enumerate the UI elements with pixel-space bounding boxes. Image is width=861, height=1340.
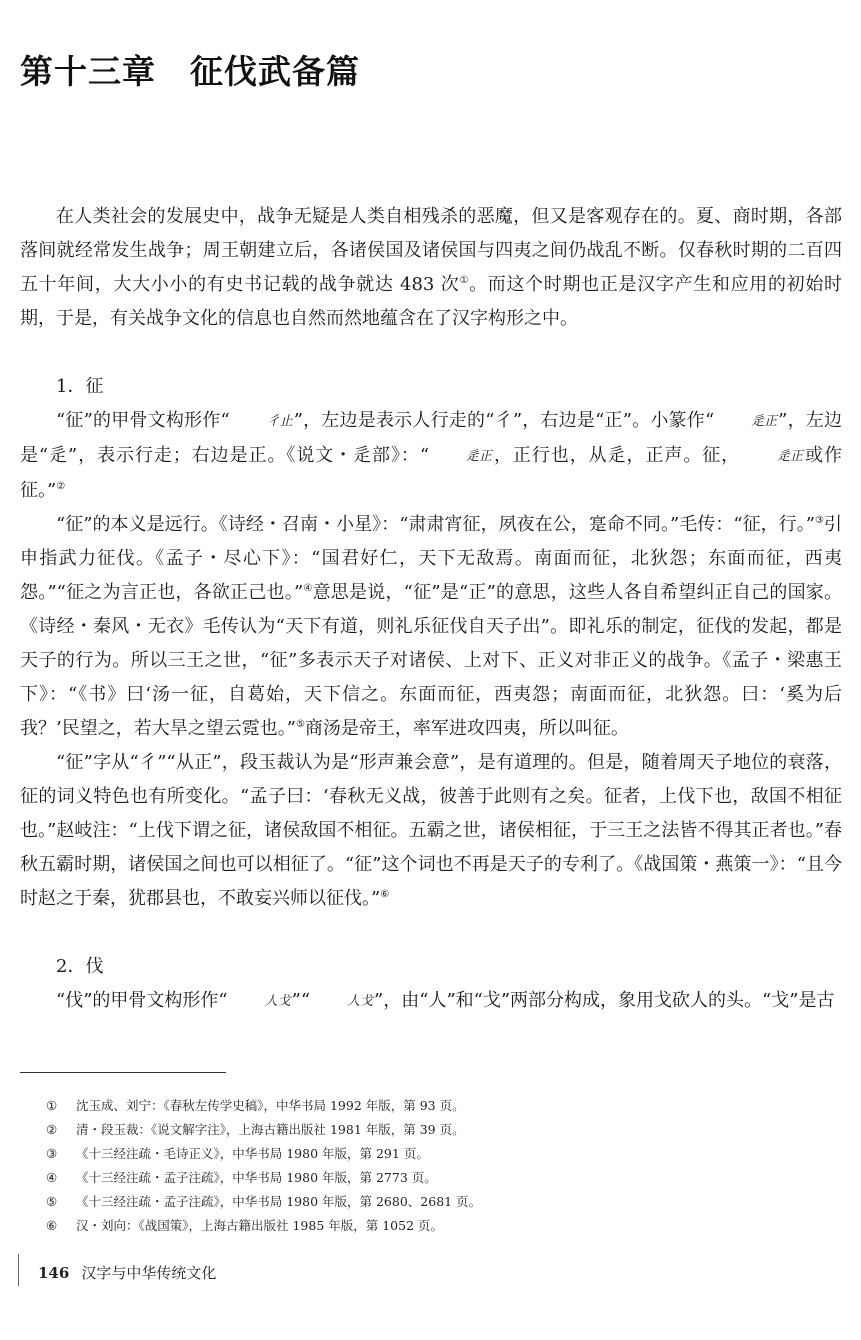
footnote-text: 汉・刘向：《战国策》，上海古籍出版社 1985 年版，第 1052 页。 [76,1218,444,1233]
section1-paragraph-2 [20,508,842,746]
text-run: “伐”的甲骨文构形作“ [56,990,228,1011]
book-title: 汉字与中华传统文化 [81,1264,217,1282]
body-text [20,200,842,1019]
page-footer [38,1262,216,1283]
footnote-text: 《十三经注疏・孟子注疏》，中华书局 1980 年版，第 2680、2681 页。 [76,1194,482,1209]
section-spacer [20,336,842,370]
footnote-item [46,1166,481,1190]
text-run: ，正行也，从辵，正声。征， [493,445,741,466]
folio-bar [18,1254,19,1286]
section1-paragraph-1 [20,404,842,508]
text-run: “征”的本义是远行。《诗经・召南・小星》：“肃肃宵征，夙夜在公，寔命不同。”毛传：“征，行。” [56,514,815,535]
footnote-number: ⑥ [46,1218,58,1233]
text-run: 引申指武力征伐。《孟子・尽心下》：“国君好仁，天下无敌焉。南面而征，北狄怨；东面而征，西夷怨。”“征之为言正也，各欲正己也。” [20,514,842,603]
intro-paragraph [20,200,842,336]
page-number: 146 [38,1264,70,1282]
footnote-ref-3[interactable]: ③ [814,515,824,526]
section2-paragraph-1 [20,984,842,1019]
footnote-number: ⑤ [46,1194,58,1209]
chapter-number: 第十三章 [20,52,156,91]
footnote-number: ① [46,1098,58,1113]
section1-paragraph-3 [20,746,842,916]
chapter-title [20,46,360,93]
seal-script-glyph-zheng: 辵正 [777,449,804,464]
footnote-text: 《十三经注疏・孟子注疏》，中华书局 1980 年版，第 2773 页。 [76,1170,437,1185]
section-heading-zheng: 1．征 [56,376,104,397]
footnote-text: 沈玉成、刘宁：《春秋左传学史稿》，中华书局 1992 年版，第 93 页。 [76,1098,465,1113]
footnote-item [46,1118,481,1142]
footnote-ref-2[interactable]: ② [56,481,66,492]
intro-text-end: 。而这个时期也正是汉字产生和应用的初始时期，于是，有关战争文化的信息也自然而然地蕴含在了汉字构形之中。 [20,274,843,329]
footnote-item [46,1094,481,1118]
text-run: “征”的甲骨文构形作“ [56,410,230,431]
footnote-text: 清・段玉裁：《说文解字注》，上海古籍出版社 1981 年版，第 39 页。 [76,1122,465,1137]
chapter-name: 征伐武备篇 [190,52,360,91]
text-run: ”“ [291,990,311,1011]
text-run: ”，左边是“辵”，表示行走；右边是正。《说文・辵部》：“ [20,410,843,466]
footnote-ref-5[interactable]: ⑤ [295,719,305,730]
footnotes-list [46,1094,481,1238]
intro-text: 在人类社会的发展史中，战争无疑是人类自相残杀的恶魔，但又是客观存在的。夏、商时期，各部落间就经常发生战争；周王朝建立后，各诸侯国及诸侯国与四夷之间仍战乱不断。仅春秋时期的二百四五十年间，大大小小的有史书记载的战争就达 483 次 [20,206,842,295]
seal-script-glyph-zheng: 辵正 [466,449,493,464]
footnote-ref-1[interactable]: ① [459,275,470,286]
footnote-divider [20,1072,226,1073]
footnote-number: ② [46,1122,58,1137]
footnote-item [46,1142,481,1166]
footnote-number: ④ [46,1170,58,1185]
text-run: “征”字从“彳”“从正”，段玉裁认为是“形声兼会意”，是有道理的。但是，随着周天子地位的衰落，征的词义特色也有所变化。“孟子曰：‘春秋无义战，彼善于此则有之矣。征者，上伐下也，敌国不相征也。”赵岐注：“上伐下谓之征，诸侯敌国不相征。五霸之世，诸侯相征，于三王之法皆不得其正者也。”春秋五霸时期，诸侯国之间也可以相征了。“征”这个词也不再是天子的专利了。《战国策・燕策一》：“且今时赵之于秦，犹郡县也，不敢妄兴师以征伐。” [20,752,842,909]
oracle-bone-glyph-zheng: 彳止 [266,414,293,429]
footnote-item [46,1190,481,1214]
text-run: 或作征。” [20,445,843,501]
footnote-text: 《十三经注疏・毛诗正义》，中华书局 1980 年版，第 291 页。 [76,1146,429,1161]
text-run: ”，由“人”和“戈”两部分构成，象用戈砍人的头。“戈”是古 [374,990,835,1011]
section-spacer [20,916,842,950]
text-run: 商汤是帝王，率军进攻四夷，所以叫征。 [304,718,629,739]
oracle-bone-glyph-fa: 人戈 [264,994,291,1009]
oracle-bone-glyph-fa: 人戈 [347,994,374,1009]
footnote-ref-4[interactable]: ④ [303,583,313,594]
section-heading-fa: 2．伐 [56,956,104,977]
footnote-ref-6[interactable]: ⑥ [380,889,390,900]
seal-script-glyph-zheng: 辵正 [751,414,778,429]
footnote-number: ③ [46,1146,58,1161]
footnote-item [46,1214,481,1238]
text-run: ”，左边是表示人行走的“彳”，右边是“正”。小篆作“ [293,410,715,431]
text-run: 意思是说，“征”是“正”的意思，这些人各自希望纠正自己的国家。《诗经・秦风・无衣》毛传认为“天下有道，则礼乐征伐自天子出”。即礼乐的制定，征伐的发起，都是天子的行为。所以三王之世，“征”多表示天子对诸侯、上对下、正义对非正义的战争。《孟子・梁惠王下》：“《书》曰‘汤一征，自葛始，天下信之。东面而征，西夷怨；南面而征，北狄怨。曰：‘奚为后我？’民望之，若大旱之望云霓也。” [20,582,843,739]
